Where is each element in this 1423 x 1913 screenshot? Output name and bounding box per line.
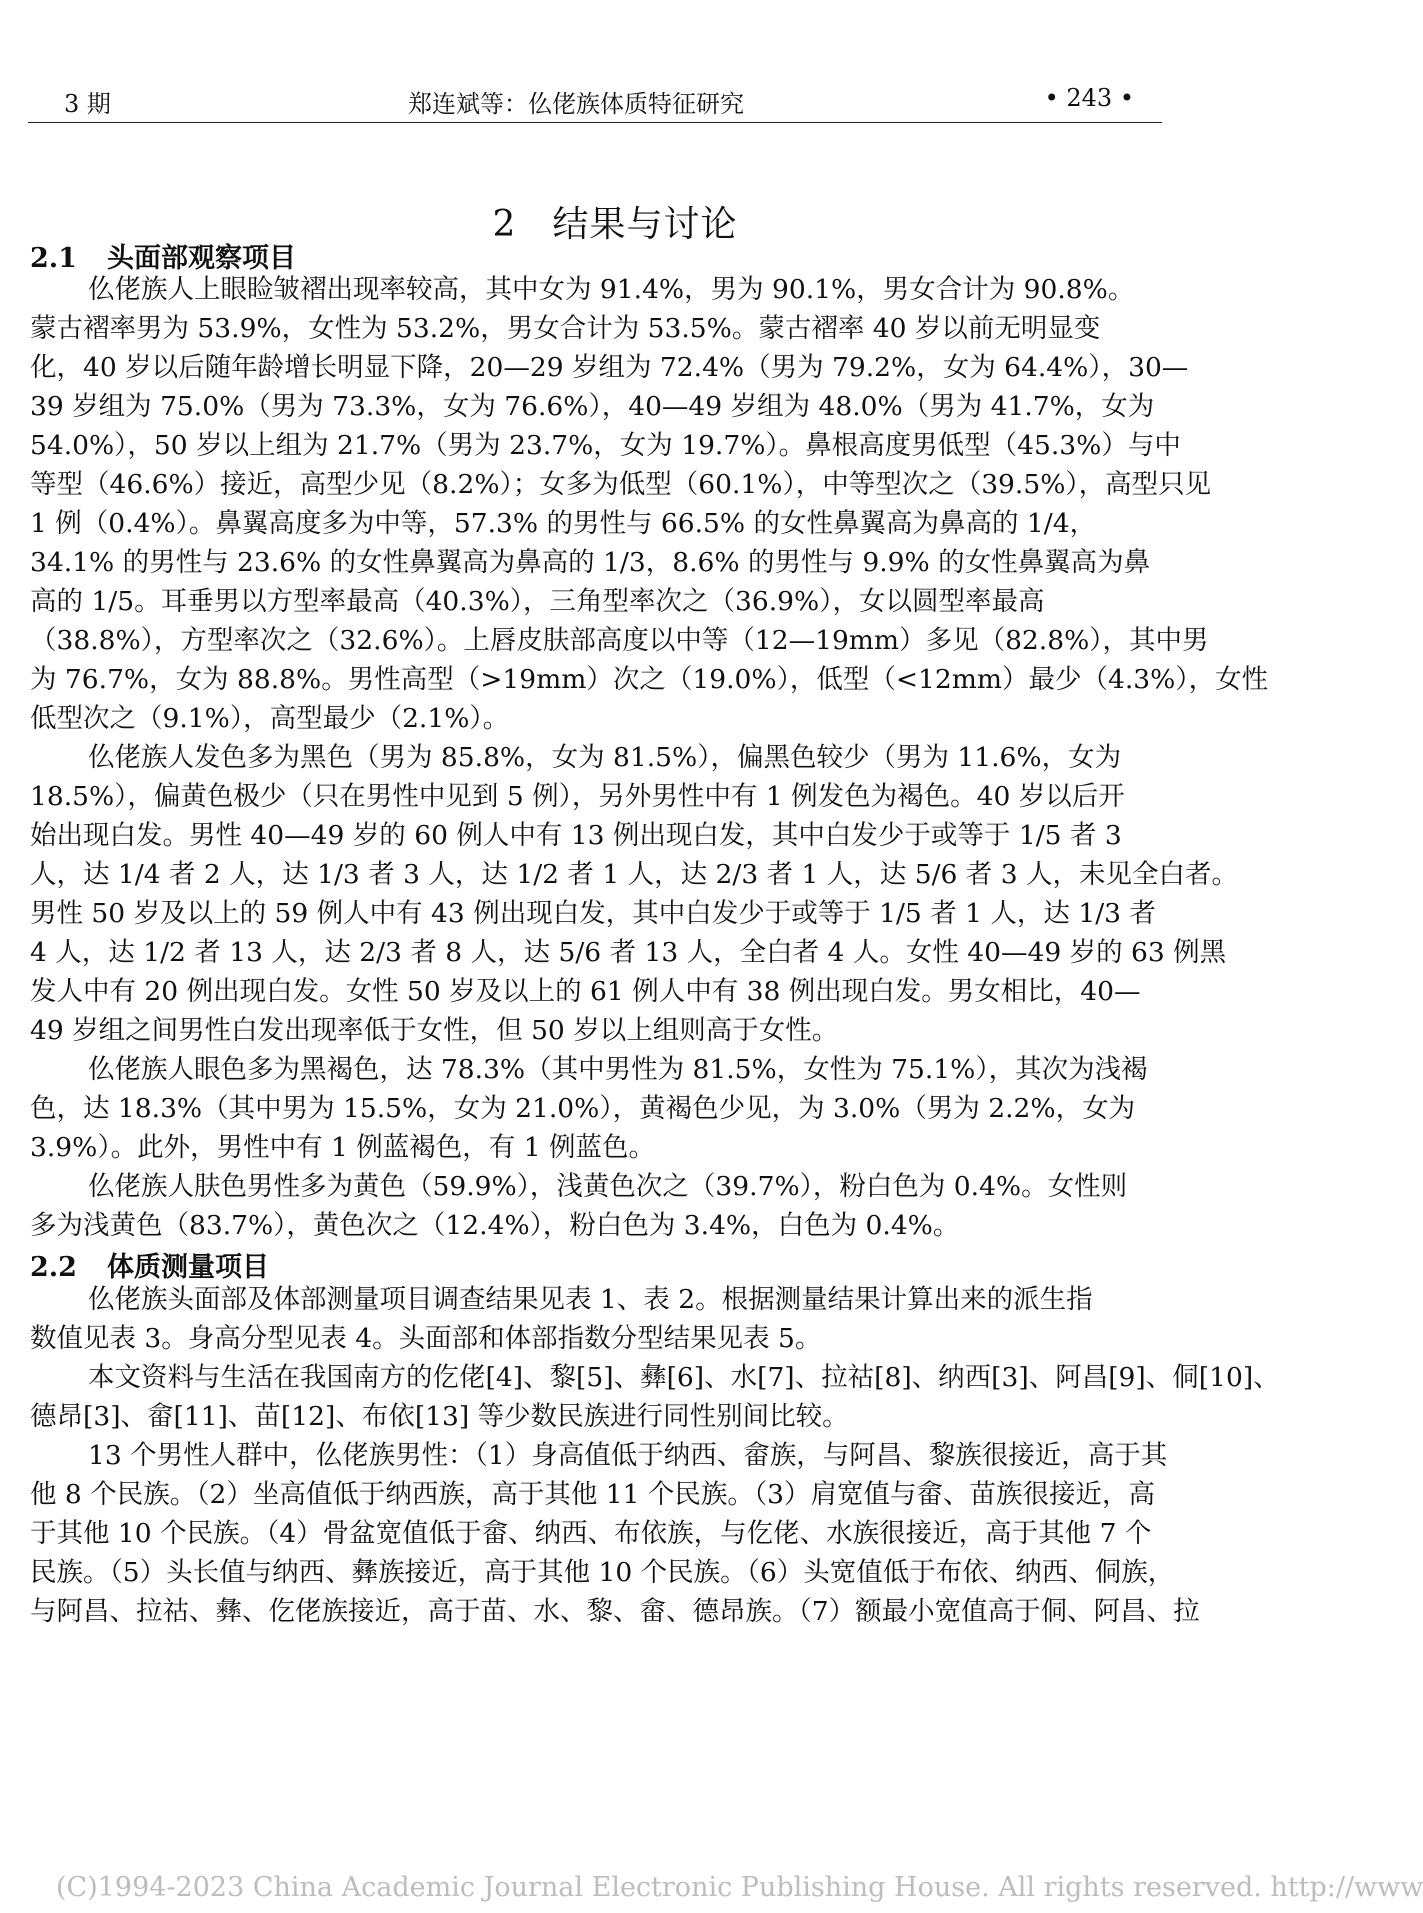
text-line: 蒙古褶率男为 53.9%，女性为 53.2%，男女合计为 53.5%。蒙古褶率 40 岁以前无明显变	[30, 313, 1101, 344]
paragraph-comparison-groups	[30, 1358, 1280, 1436]
text-line: 18.5%），偏黄色极少（只在男性中见到 5 例），另外男性中有 1 例发色为褐色。40 岁以后开	[30, 781, 1125, 812]
subsection-heading-2-2	[30, 1245, 269, 1284]
text-line: 仫佬族人上眼睑皱褶出现率较高，其中女为 91.4%，男为 90.1%，男女合计为 90.8%。	[88, 274, 1135, 305]
subsection-number: 2.2	[30, 1252, 77, 1283]
text-line: 34.1% 的男性与 23.6% 的女性鼻翼高为鼻高的 1/3，8.6% 的男性与 9.9% 的女性鼻翼高为鼻	[30, 547, 1151, 578]
text-line: 54.0%），50 岁以上组为 21.7%（男为 23.7%，女为 19.7%）。鼻根高度男低型（45.3%）与中	[30, 430, 1181, 461]
text-line: 49 岁组之间男性白发出现率低于女性，但 50 岁以上组则高于女性。	[30, 1015, 839, 1046]
paragraph-male-comparison	[30, 1436, 1200, 1631]
subsection-number: 2.1	[30, 243, 77, 274]
text-line: 3.9%）。此外，男性中有 1 例蓝褐色，有 1 例蓝色。	[30, 1132, 655, 1163]
text-line: 39 岁组为 75.0%（男为 73.3%，女为 76.6%），40—49 岁组为 48.0%（男为 41.7%，女为	[30, 391, 1155, 422]
text-line: 民族。（5）头长值与纳西、彝族接近，高于其他 10 个民族。（6）头宽值低于布依、纳西、侗族，	[30, 1557, 1175, 1588]
paragraph-skin-color	[30, 1167, 1160, 1245]
text-line: 13 个男性人群中，仫佬族男性：（1）身高值低于纳西、畲族，与阿昌、黎族很接近，高于其	[88, 1440, 1168, 1471]
page-number: • 243 •	[1044, 84, 1134, 112]
text-line: 发人中有 20 例出现白发。女性 50 岁及以上的 61 例人中有 38 例出现白发。男女相比，40—	[30, 976, 1141, 1007]
copyright-footer: (C)1994-2023 China Academic Journal Electronic Publishing House. All rights reserved. http://www	[56, 1872, 1423, 1903]
subsection-title: 体质测量项目	[106, 1252, 269, 1283]
paragraph-hair-color	[30, 738, 1239, 1050]
running-title: 郑连斌等：仫佬族体质特征研究	[408, 90, 744, 118]
text-line: （38.8%），方型率次之（32.6%）。上唇皮肤部高度以中等（12—19mm）多见（82.8%），其中男	[30, 625, 1209, 656]
text-line: 数值见表 3。身高分型见表 4。头面部和体部指数分型结果见表 5。	[30, 1323, 822, 1354]
text-line: 人，达 1/4 者 2 人，达 1/3 者 3 人，达 1/2 者 1 人，达 2/3 者 1 人，达 5/6 者 3 人，未见全白者。	[30, 859, 1239, 890]
text-line: 化，40 岁以后随年龄增长明显下降，20—29 岁组为 72.4%（男为 79.2%，女为 64.4%），30—	[30, 352, 1189, 383]
section-number: 2	[492, 204, 517, 245]
text-line: 低型次之（9.1%），高型最少（2.1%）。	[30, 703, 510, 734]
text-line: 为 76.7%，女为 88.8%。男性高型（>19mm）次之（19.0%），低型（<12mm）最少（4.3%），女性	[30, 664, 1269, 695]
paragraph-head-face-observation	[30, 270, 1269, 738]
text-line: 他 8 个民族。（2）坐高值低于纳西族，高于其他 11 个民族。（3）肩宽值与畲、苗族很接近，高	[30, 1479, 1155, 1510]
text-line: 本文资料与生活在我国南方的仡佬[4]、黎[5]、彝[6]、水[7]、拉祜[8]、纳西[3]、阿昌[9]、侗[10]、	[88, 1362, 1280, 1393]
text-line: 始出现白发。男性 40—49 岁的 60 例人中有 13 例出现白发，其中白发少于或等于 1/5 者 3	[30, 820, 1122, 851]
text-line: 仫佬族人肤色男性多为黄色（59.9%），浅黄色次之（39.7%），粉白色为 0.4%。女性则	[88, 1171, 1128, 1202]
text-line: 4 人，达 1/2 者 13 人，达 2/3 者 8 人，达 5/6 者 13 人，全白者 4 人。女性 40—49 岁的 63 例黑	[30, 937, 1227, 968]
paragraph-measurement-intro	[30, 1280, 1160, 1358]
text-line: 等型（46.6%）接近，高型少见（8.2%）；女多为低型（60.1%），中等型次之（39.5%），高型只见	[30, 469, 1212, 500]
text-line: 与阿昌、拉祜、彝、仡佬族接近，高于苗、水、黎、畲、德昂族。（7）额最小宽值高于侗、阿昌、拉	[30, 1596, 1200, 1627]
running-header	[28, 78, 1162, 123]
text-line: 于其他 10 个民族。（4）骨盆宽值低于畲、纳西、布依族，与仡佬、水族很接近，高于其他 7 个	[30, 1518, 1152, 1549]
text-line: 仫佬族人发色多为黑色（男为 85.8%，女为 81.5%），偏黑色较少（男为 11.6%，女为	[88, 742, 1122, 773]
text-line: 高的 1/5。耳垂男以方型率最高（40.3%），三角型率次之（36.9%），女以圆型率最高	[30, 586, 1045, 617]
text-line: 1 例（0.4%）。鼻翼高度多为中等，57.3% 的男性与 66.5% 的女性鼻翼高为鼻高的 1/4，	[30, 508, 1097, 539]
text-line: 德昂[3]、畲[11]、苗[12]、布依[13] 等少数民族进行同性别间比较。	[30, 1401, 849, 1432]
text-line: 仫佬族头面部及体部测量项目调查结果见表 1、表 2。根据测量结果计算出来的派生指	[88, 1284, 1093, 1315]
text-line: 多为浅黄色（83.7%），黄色次之（12.4%），粉白色为 3.4%，白色为 0.4%。	[30, 1210, 960, 1241]
subsection-title: 头面部观察项目	[106, 243, 296, 274]
issue-number: 3 期	[64, 90, 111, 118]
text-line: 色，达 18.3%（其中男为 15.5%，女为 21.0%），黄褐色少见，为 3.0%（男为 2.2%，女为	[30, 1093, 1136, 1124]
paragraph-eye-color	[30, 1050, 1160, 1167]
text-line: 仫佬族人眼色多为黑褐色，达 78.3%（其中男性为 81.5%，女性为 75.1%），其次为浅褐	[88, 1054, 1148, 1085]
section-title: 结果与讨论	[552, 204, 738, 245]
text-line: 男性 50 岁及以上的 59 例人中有 43 例出现白发，其中白发少于或等于 1/5 者 1 人，达 1/3 者	[30, 898, 1156, 929]
